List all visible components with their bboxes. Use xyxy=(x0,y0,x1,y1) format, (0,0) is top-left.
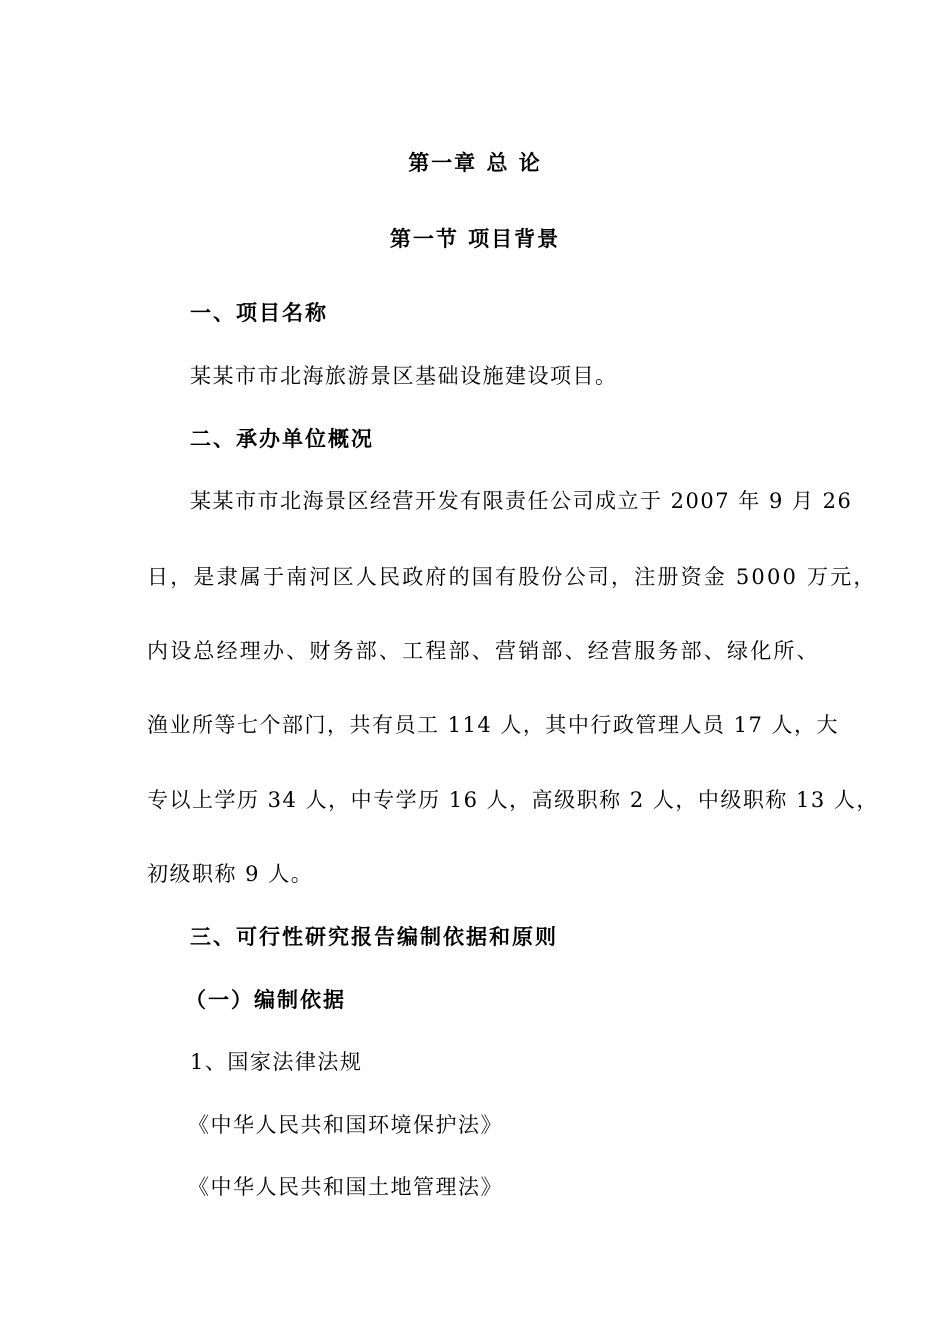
heading-project-name: 一、项目名称 xyxy=(190,301,328,325)
chapter-title: 第一章 总 论 xyxy=(408,151,542,175)
law-item: 《中华人民共和国土地管理法》 xyxy=(188,1175,503,1199)
list-item-laws: 1、国家法律法规 xyxy=(190,1050,363,1074)
org-paragraph-line-5: 专以上学历 34 人，中专学历 16 人，高级职称 2 人，中级职称 13 人， xyxy=(147,788,879,812)
org-paragraph-line-6: 初级职称 9 人。 xyxy=(147,862,314,886)
project-name-text: 某某市市北海旅游景区基础设施建设项目。 xyxy=(190,364,618,388)
heading-organization: 二、承办单位概况 xyxy=(190,427,374,451)
section-title: 第一节 项目背景 xyxy=(389,227,561,251)
subheading-basis: （一）编制依据 xyxy=(185,988,346,1012)
org-paragraph-line-2: 日，是隶属于南河区人民政府的国有股份公司，注册资金 5000 万元， xyxy=(147,565,877,589)
org-paragraph-line-3: 内设总经理办、财务部、工程部、营销部、经营服务部、绿化所、 xyxy=(147,639,820,663)
heading-basis-principles: 三、可行性研究报告编制依据和原则 xyxy=(190,925,558,949)
org-paragraph-line-4: 渔业所等七个部门，共有员工 114 人，其中行政管理人员 17 人，大 xyxy=(147,713,840,737)
org-paragraph-line-1: 某某市市北海景区经营开发有限责任公司成立于 2007 年 9 月 26 xyxy=(190,489,853,513)
law-item: 《中华人民共和国环境保护法》 xyxy=(188,1113,503,1137)
